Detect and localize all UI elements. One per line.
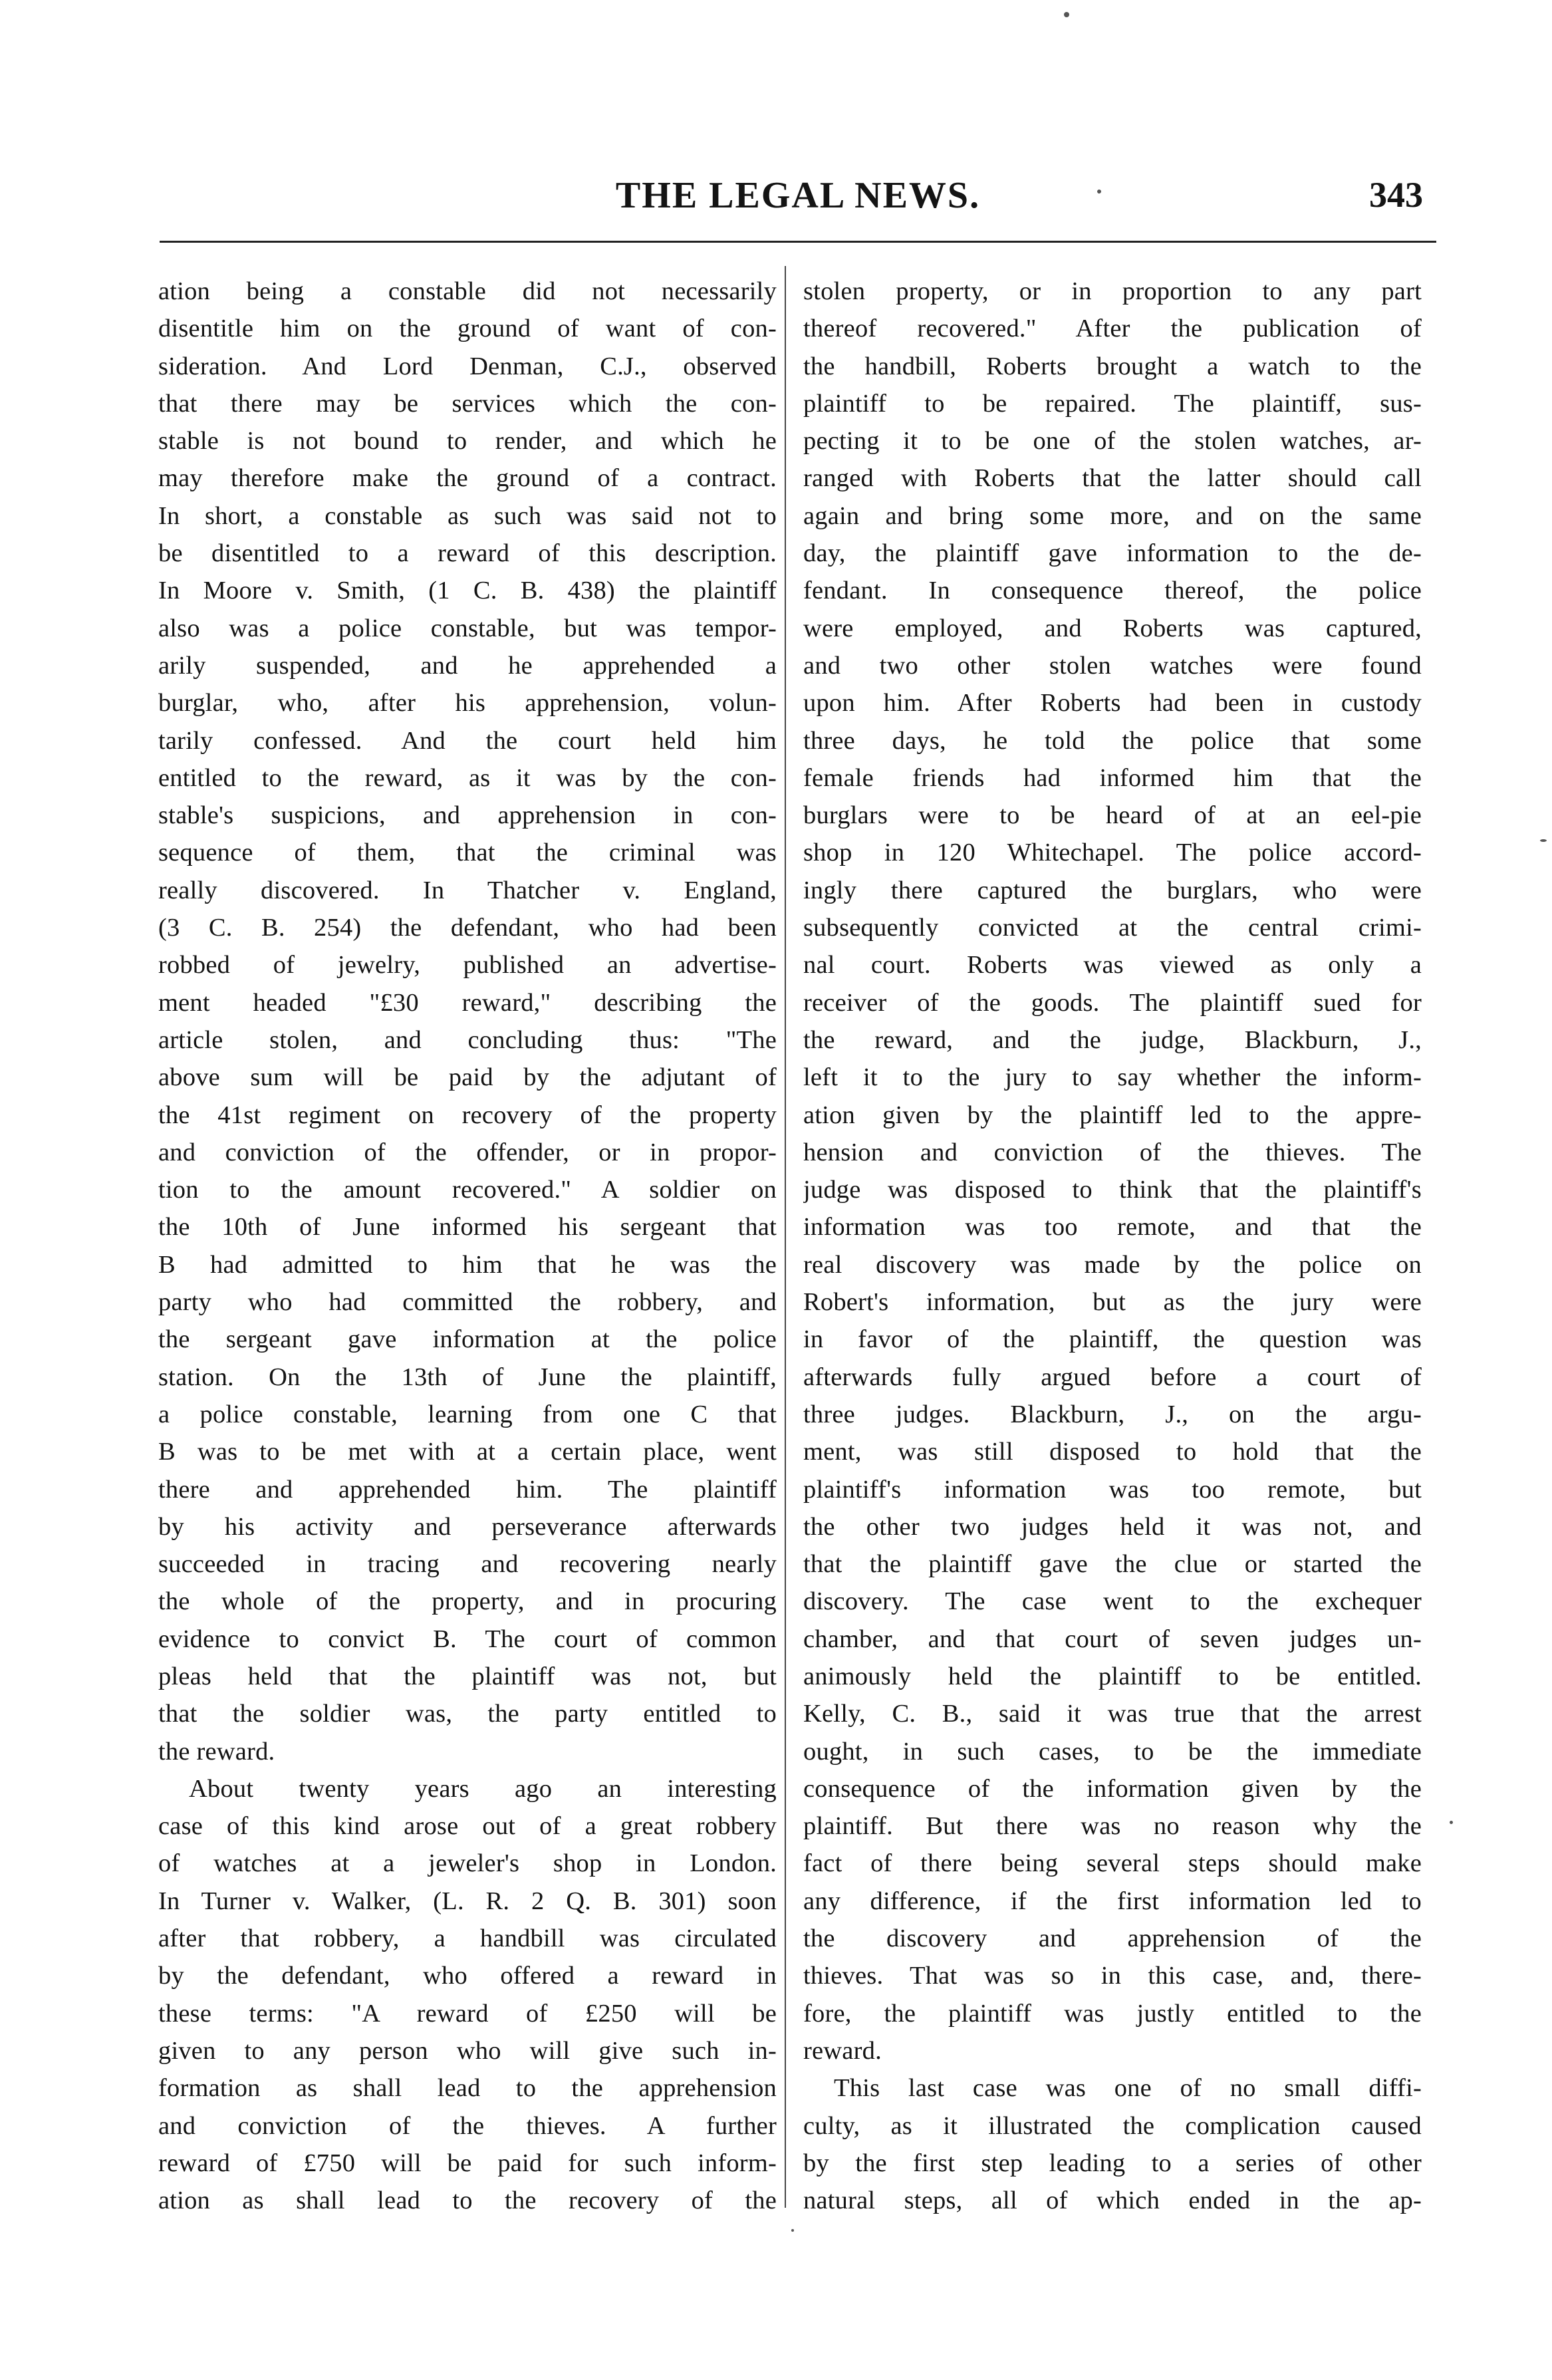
text-line: female friends had informed him that the [803,763,1422,792]
text-line: after that robbery, a handbill was circulated [158,1924,777,1953]
text-line: stable is not bound to render, and which he [158,427,777,456]
scan-speck [1540,839,1547,842]
text-line: reward of £750 will be paid for such inform- [158,2149,777,2177]
text-line: consequence of the information given by the [803,1774,1422,1803]
text-line: be disentitled to a reward of this description. [158,539,777,568]
right-column [803,273,1422,2294]
text-line: the reward. [158,1737,275,1766]
text-line: plaintiff. But there was no reason why the [803,1812,1422,1841]
text-line: by his activity and perseverance afterwards [158,1512,777,1541]
text-line: ation given by the plaintiff led to the appre- [803,1101,1422,1129]
text-line: and conviction of the thieves. A further [158,2111,777,2140]
text-line: ment headed "£30 reward," describing the [158,988,777,1017]
page-header [160,174,1436,227]
text-line: in favor of the plaintiff, the question was [803,1325,1422,1354]
text-line: any difference, if the first information led to [803,1887,1422,1915]
text-line: article stolen, and concluding thus: "The [158,1025,777,1054]
text-line: In Moore v. Smith, (1 C. B. 438) the plaintiff [158,577,777,605]
header-rule [160,241,1436,243]
text-line: real discovery was made by the police on [803,1250,1422,1279]
text-line: the reward, and the judge, Blackburn, J., [803,1025,1422,1054]
text-line: left it to the jury to say whether the inform- [803,1063,1422,1092]
text-line: these terms: "A reward of £250 will be [158,1999,777,2028]
text-line: party who had committed the robbery, and [158,1288,777,1317]
column-divider [785,266,786,2208]
text-line: receiver of the goods. The plaintiff sued for [803,988,1422,1017]
text-line: About twenty years ago an interesting [189,1774,777,1803]
text-line: were employed, and Roberts was captured, [803,614,1422,642]
text-line: disentitle him on the ground of want of con- [158,315,777,343]
text-line: judge was disposed to think that the plaintiff's [803,1176,1422,1204]
text-line: the whole of the property, and in procuring [158,1587,777,1616]
scan-speck [791,2229,794,2232]
text-line: hension and conviction of the thieves. The [803,1138,1422,1166]
text-line: the other two judges held it was not, and [803,1512,1422,1541]
text-line: stolen property, or in proportion to any part [803,277,1422,305]
text-line: pleas held that the plaintiff was not, but [158,1662,777,1690]
text-line: the sergeant gave information at the police [158,1325,777,1354]
text-line: ation as shall lead to the recovery of the [158,2186,777,2215]
text-line: formation as shall lead to the apprehension [158,2074,777,2103]
text-line: evidence to convict B. The court of common [158,1625,777,1653]
scan-speck [1450,1821,1453,1824]
text-line: by the defendant, who offered a reward in [158,1962,777,1990]
text-line: station. On the 13th of June the plaintiff, [158,1363,777,1391]
text-line: ment, was still disposed to hold that the [803,1438,1422,1466]
text-line: there and apprehended him. The plaintiff [158,1475,777,1504]
text-line: thereof recovered." After the publication of [803,315,1422,343]
scan-speck [1097,190,1101,194]
text-line: ingly there captured the burglars, who were [803,876,1422,904]
text-line: that the soldier was, the party entitled to [158,1700,777,1728]
text-line: that there may be services which the con- [158,389,777,418]
text-line: day, the plaintiff gave information to the de- [803,539,1422,568]
text-line: sideration. And Lord Denman, C.J., observed [158,352,777,380]
text-line: This last case was one of no small diffi- [834,2074,1422,2103]
text-line: Kelly, C. B., said it was true that the arrest [803,1700,1422,1728]
text-line: fore, the plaintiff was justly entitled to the [803,1999,1422,2028]
text-line: upon him. After Roberts had been in custody [803,689,1422,718]
text-line: nal court. Roberts was viewed as only a [803,951,1422,980]
text-line: thieves. That was so in this case, and, there- [803,1962,1422,1990]
text-line: ranged with Roberts that the latter should call [803,464,1422,493]
text-line: the handbill, Roberts brought a watch to the [803,352,1422,380]
text-line: the discovery and apprehension of the [803,1924,1422,1953]
text-line: subsequently convicted at the central crimi- [803,914,1422,942]
text-line: burglar, who, after his apprehension, volun- [158,689,777,718]
text-line: reward. [803,2036,882,2065]
text-line: shop in 120 Whitechapel. The police accord- [803,839,1422,867]
text-line: that the plaintiff gave the clue or started the [803,1550,1422,1579]
text-line: burglars were to be heard of at an eel-pie [803,801,1422,830]
text-line: again and bring some more, and on the same [803,501,1422,530]
text-line: discovery. The case went to the exchequer [803,1587,1422,1616]
page-number: 343 [1369,175,1423,215]
text-line: plaintiff to be repaired. The plaintiff, sus- [803,389,1422,418]
text-line: a police constable, learning from one C that [158,1400,777,1428]
text-line: Robert's information, but as the jury were [803,1288,1422,1317]
text-line: and conviction of the offender, or in propor- [158,1138,777,1166]
text-line: given to any person who will give such in- [158,2036,777,2065]
text-line: tion to the amount recovered." A soldier on [158,1176,777,1204]
text-line: chamber, and that court of seven judges un- [803,1625,1422,1653]
text-line: and two other stolen watches were found [803,651,1422,680]
text-line: plaintiff's information was too remote, but [803,1475,1422,1504]
text-line: fact of there being several steps should make [803,1849,1422,1878]
left-column [158,273,777,2294]
text-line: stable's suspicions, and apprehension in con- [158,801,777,830]
text-line: culty, as it illustrated the complication caused [803,2111,1422,2140]
text-line: sequence of them, that the criminal was [158,839,777,867]
text-line: also was a police constable, but was tempor- [158,614,777,642]
text-line: In Turner v. Walker, (L. R. 2 Q. B. 301) soon [158,1887,777,1915]
text-line: animously held the plaintiff to be entitled. [803,1662,1422,1690]
text-line: three judges. Blackburn, J., on the argu- [803,1400,1422,1428]
text-line: of watches at a jeweler's shop in London. [158,1849,777,1878]
text-line: ation being a constable did not necessarily [158,277,777,305]
text-line: information was too remote, and that the [803,1213,1422,1242]
scan-speck [1064,12,1069,17]
text-line: ought, in such cases, to be the immediate [803,1737,1422,1766]
text-line: really discovered. In Thatcher v. England, [158,876,777,904]
text-line: may therefore make the ground of a contract. [158,464,777,493]
text-line: above sum will be paid by the adjutant of [158,1063,777,1092]
text-line: In short, a constable as such was said not to [158,501,777,530]
text-line: the 10th of June informed his sergeant that [158,1213,777,1242]
text-line: afterwards fully argued before a court of [803,1363,1422,1391]
text-line: case of this kind arose out of a great robbery [158,1812,777,1841]
text-line: the 41st regiment on recovery of the property [158,1101,777,1129]
text-line: fendant. In consequence thereof, the police [803,577,1422,605]
text-line: by the first step leading to a series of other [803,2149,1422,2177]
text-line: arily suspended, and he apprehended a [158,651,777,680]
text-line: (3 C. B. 254) the defendant, who had been [158,914,777,942]
text-line: natural steps, all of which ended in the ap- [803,2186,1422,2215]
running-title: THE LEGAL NEWS. [615,175,981,216]
text-line: entitled to the reward, as it was by the con- [158,763,777,792]
text-line: three days, he told the police that some [803,726,1422,755]
text-line: succeeded in tracing and recovering nearly [158,1550,777,1579]
text-line: tarily confessed. And the court held him [158,726,777,755]
text-line: B was to be met with at a certain place, went [158,1438,777,1466]
text-line: B had admitted to him that he was the [158,1250,777,1279]
text-line: pecting it to be one of the stolen watches, ar- [803,427,1422,456]
text-line: robbed of jewelry, published an advertise- [158,951,777,980]
